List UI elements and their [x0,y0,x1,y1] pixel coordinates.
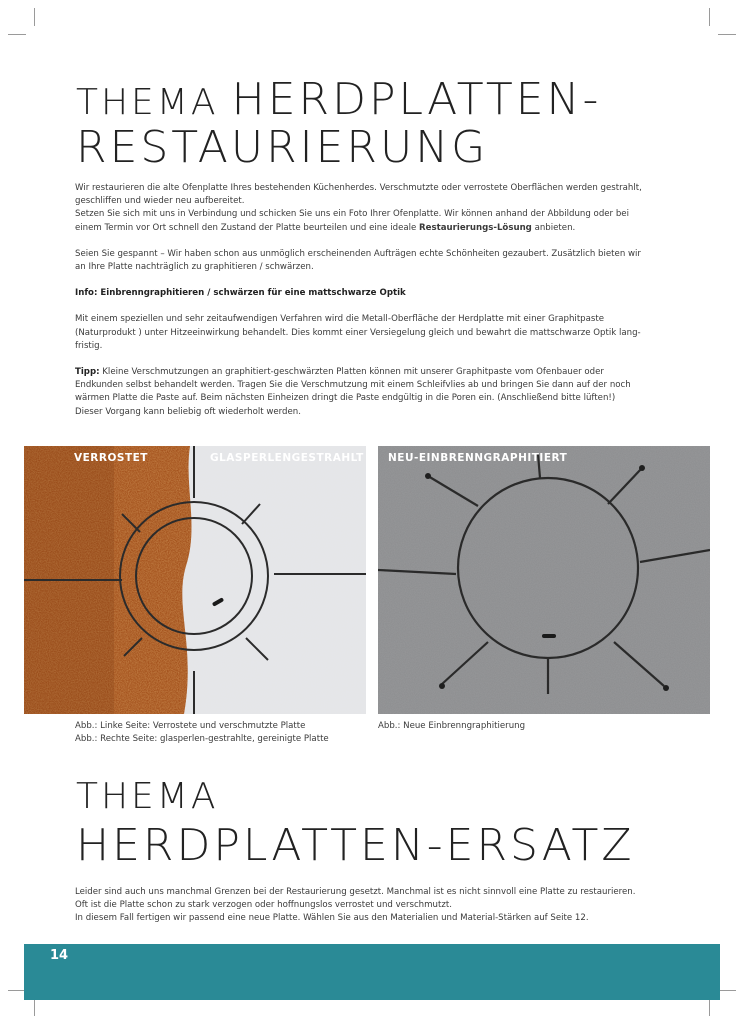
text-line: Mit einem speziellen und sehr zeitaufwendigen Verfahren wird die Metall-Oberfläche der Herdplatte mit einer Graphitpaste [75,314,605,325]
caption-line: Abb.: Rechte Seite: glasperlen-gestrahlte, gereinigte Platte [75,734,329,744]
section2-title-main: HERDPLATTEN-ERSATZ [76,820,635,871]
text-line: Wir restaurieren die alte Ofenplatte Ihres bestehenden Küchenherdes. Verschmutzte oder verrostete Oberflächen werden gestrahlt, [75,183,642,193]
text-line: fristig. [75,340,103,351]
crop-mark [709,998,710,1016]
text-line: Setzen Sie sich mit uns in Verbindung und schicken Sie uns ein Foto Ihrer Ofenplatte. Wir können anhand der Abbildung oder bei [75,209,629,220]
text-line: Seien Sie gespannt – Wir haben schon aus unmöglich erscheinenden Aufträgen echte Schönheiten gezaubert. Zusätzlich bieten wir [75,248,641,259]
text-line: Endkunden selbst behandelt werden. Tragen Sie die Verschmutzung mit einem Schleifvlies ab und bringen Sie dann auf der noch [75,380,631,391]
crop-mark [709,8,710,26]
graphitized-plate-illustration [378,446,710,714]
label-glasperlengestrahlt: GLASPERLENGESTRAHLT [210,452,364,464]
crop-mark [8,34,26,35]
text-line: Dieser Vorgang kann beliebig oft wiederholt werden. [75,406,301,417]
label-neu-einbrenngraphitiert: NEU-EINBRENNGRAPHITIERT [388,452,568,464]
text-segment: Kleine Verschmutzungen an graphitiert-geschwärzten Platten können mit unserer Graphitpaste vom Ofenbauer oder [99,367,604,378]
caption-right [378,720,525,733]
caption-line: Abb.: Linke Seite: Verrostete und verschmutzte Platte [75,721,306,731]
photo-graphitized [378,446,710,714]
text-segment: anbieten. [531,222,576,233]
title-line2: RESTAURIERUNG [76,122,489,173]
text-line: wärmen Platte die Paste auf. Beim nächsten Einheizen dringt die Paste endgültig in die Poren ein. (Anschließend bitte lüften!) [75,393,616,404]
tip-label: Tipp: [75,367,100,378]
text-line: geschliffen und wieder neu aufbereitet. [75,196,245,207]
title-line1: HERDPLATTEN- [231,74,602,125]
info-heading: Info: Einbrenngraphitieren / schwärzen für eine mattschwarze Optik [75,288,406,299]
footer-band [24,944,720,1000]
crop-mark [34,8,35,26]
text-line: Leider sind auch uns manchmal Grenzen bei der Restaurierung gesetzt. Manchmal ist es nicht sinnvoll eine Platte zu restaurieren. [75,887,636,897]
crop-mark [718,34,736,35]
caption-left [75,720,329,746]
text-line: (Naturprodukt ) unter Hitzeeinwirkung behandelt. Dies kommt einer Versiegelung gleich und bewahrt die mattschwarze Optik lang- [75,327,641,338]
text-line: Oft ist die Platte schon zu stark verzogen oder hoffnungslos verrostet und verschmutzt. [75,900,452,911]
crop-mark [34,998,35,1016]
text-segment: einem Termin vor Ort schnell den Zustand der Platte beurteilen und eine ideale [75,222,420,233]
bold-term: Restaurierungs-Lösung [419,222,532,233]
photo-before-after [24,446,366,714]
text-line: an Ihre Platte nachträglich zu graphitieren / schwärzen. [75,262,314,273]
caption-line: Abb.: Neue Einbrenngraphitierung [378,721,526,731]
text-line [75,366,675,379]
section1-body [75,182,675,419]
page-number: 14 [50,948,69,963]
text-line [75,222,675,235]
title-prefix: THEMA [76,82,219,123]
section-title-restaurierung [76,74,601,125]
section2-title-prefix: THEMA [76,776,219,817]
section2-body [75,886,675,926]
label-verrostet: VERROSTET [74,452,148,464]
crop-mark [718,990,736,991]
stove-plate-illustration [24,446,366,714]
text-line: In diesem Fall fertigen wir passend eine neue Platte. Wählen Sie aus den Materialien und Material-Stärken auf Seite 12. [75,913,589,924]
